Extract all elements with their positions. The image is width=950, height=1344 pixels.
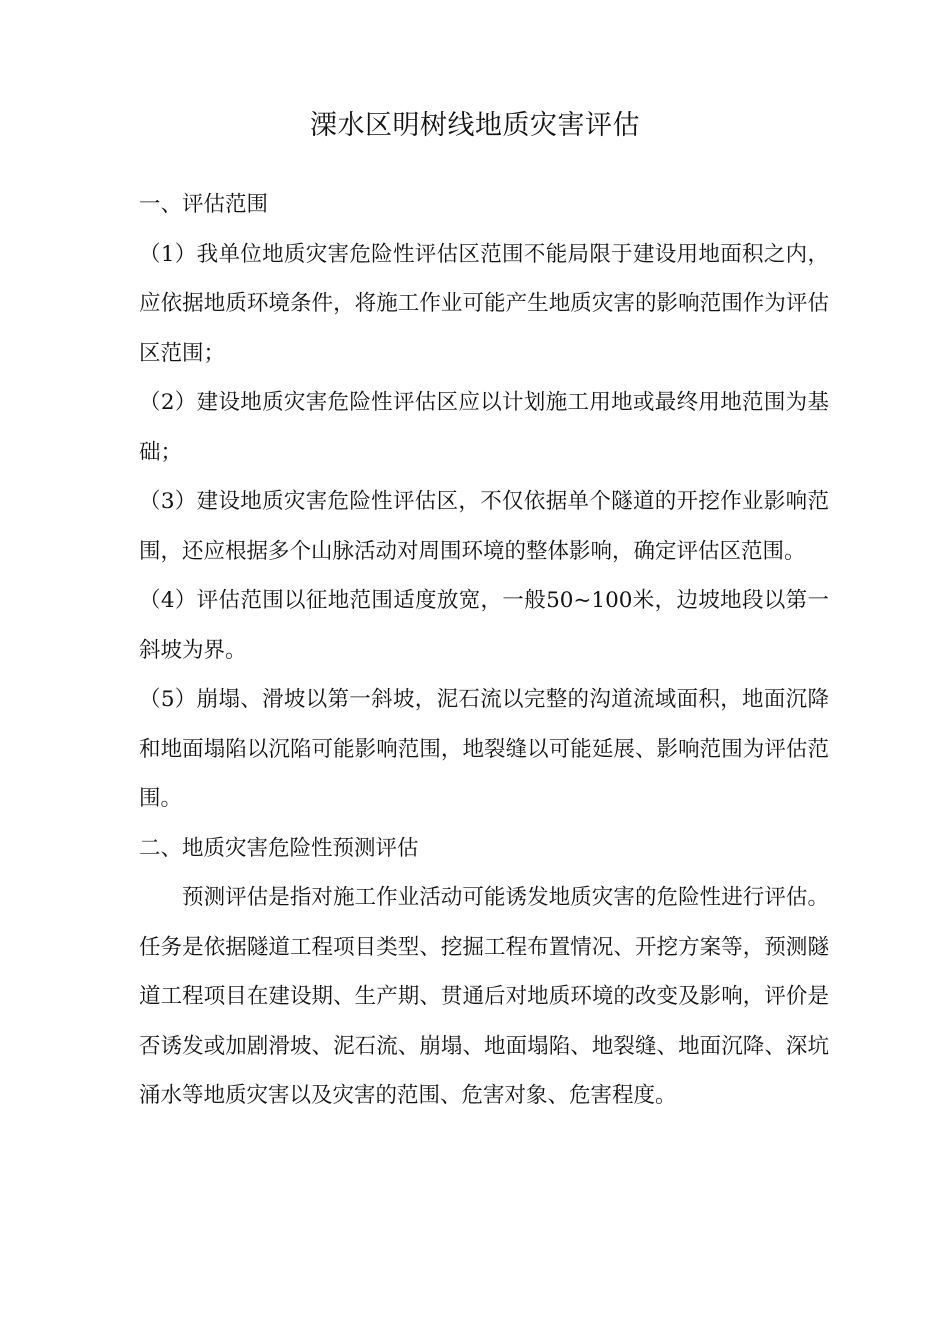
section-1-item-2: （2）建设地质灾害危险性评估区应以计划施工用地或最终用地范围为基础； [139,390,829,465]
section-1-item-1: （1）我单位地质灾害危险性评估区范围不能局限于建设用地面积之内，应依据地质环境条件，将施工作业可能产生地质灾害的影响范围作为评估区范围； [139,241,829,366]
section-1-item-4: （4）评估范围以征地范围适度放宽，一般50~100米，边坡地段以第一斜坡为界。 [139,588,829,663]
section-1-item-3: （3）建设地质灾害危险性评估区，不仅依据单个隧道的开挖作业影响范围，还应根据多个山脉活动对周围环境的整体影响，确定评估区范围。 [139,489,829,564]
document-body [139,180,829,1121]
section-1-item-5: （5）崩塌、滑坡以第一斜坡，泥石流以完整的沟道流域面积，地面沉降和地面塌陷以沉陷可能影响范围，地裂缝以可能延展、影响范围为评估范围。 [139,687,829,811]
document-title: 溧水区明树线地质灾害评估 [310,110,640,141]
section-2-paragraph: 预测评估是指对施工作业活动可能诱发地质灾害的危险性进行评估。任务是依据隧道工程项目类型、挖掘工程布置情况、开挖方案等，预测隧道工程项目在建设期、生产期、贯通后对地质环境的改变及影响，评价是否诱发或加剧滑坡、泥石流、崩塌、地面塌陷、地裂缝、地面沉降、深坑涌水等地质灾害以及灾害的范围、危害对象、危害程度。 [139,885,829,1108]
section-1-heading: 一、评估范围 [139,192,269,217]
section-2-heading: 二、地质灾害危险性预测评估 [139,835,419,861]
